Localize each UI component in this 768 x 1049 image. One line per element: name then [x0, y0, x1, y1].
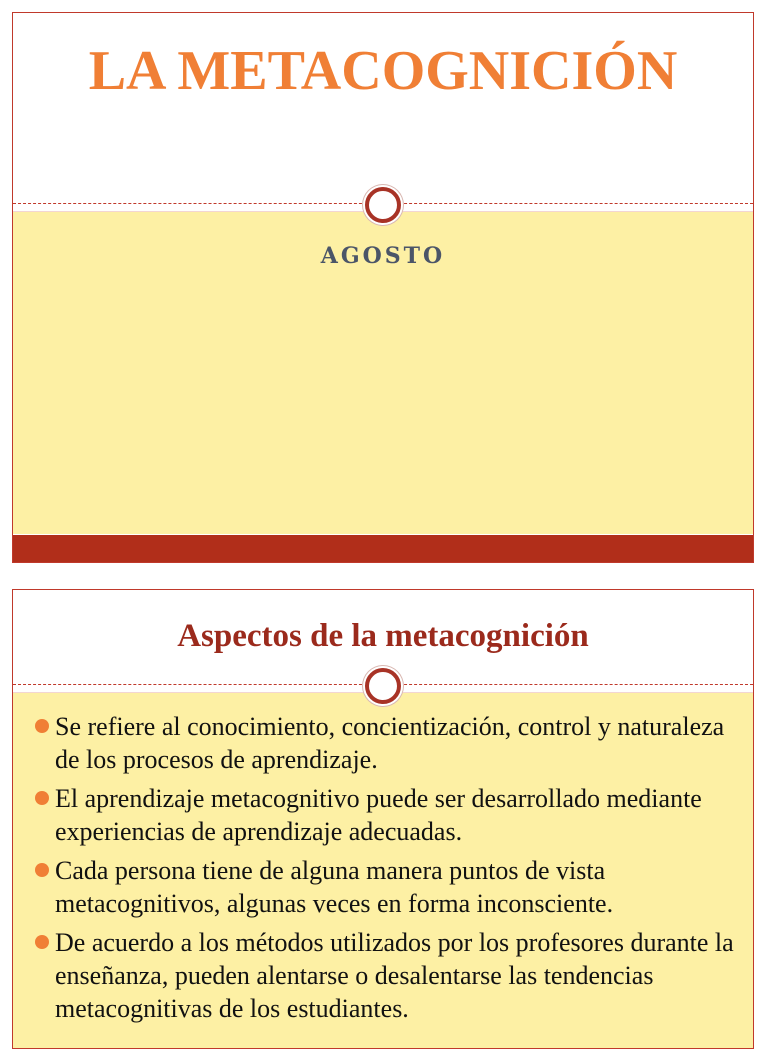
title-slide — [12, 12, 754, 563]
bullet-dot-icon — [35, 719, 49, 733]
footer-bar — [13, 535, 753, 562]
bullet-item — [33, 782, 737, 848]
bullet-text: El aprendizaje metacognitivo puede ser desarrollado mediante experiencias de aprendizaje adecuadas. — [55, 784, 702, 846]
bullet-text: De acuerdo a los métodos utilizados por los profesores durante la enseñanza, pueden alentarse o desalentarse las tendencias metacognitivas de los estudiantes. — [55, 928, 734, 1023]
slide-subtitle: AGOSTO — [320, 243, 446, 269]
content-slide — [12, 589, 754, 1049]
bullet-dot-icon — [35, 935, 49, 949]
ring-ornament-icon — [365, 668, 401, 704]
bullet-text: Cada persona tiene de alguna manera puntos de vista metacognitivos, algunas veces en forma inconsciente. — [55, 856, 614, 918]
bullet-list — [33, 710, 737, 1031]
ring-ornament-icon — [365, 187, 401, 223]
slide-title: LA METACOGNICIÓN — [88, 40, 678, 102]
bullet-item — [33, 926, 737, 1025]
bullet-item — [33, 854, 737, 920]
bullet-dot-icon — [35, 791, 49, 805]
slide-title: Aspectos de la metacognición — [177, 618, 589, 654]
bullet-text: Se refiere al conocimiento, concientización, control y naturaleza de los procesos de aprendizaje. — [55, 712, 725, 774]
bullet-item — [33, 710, 737, 776]
bullet-dot-icon — [35, 863, 49, 877]
